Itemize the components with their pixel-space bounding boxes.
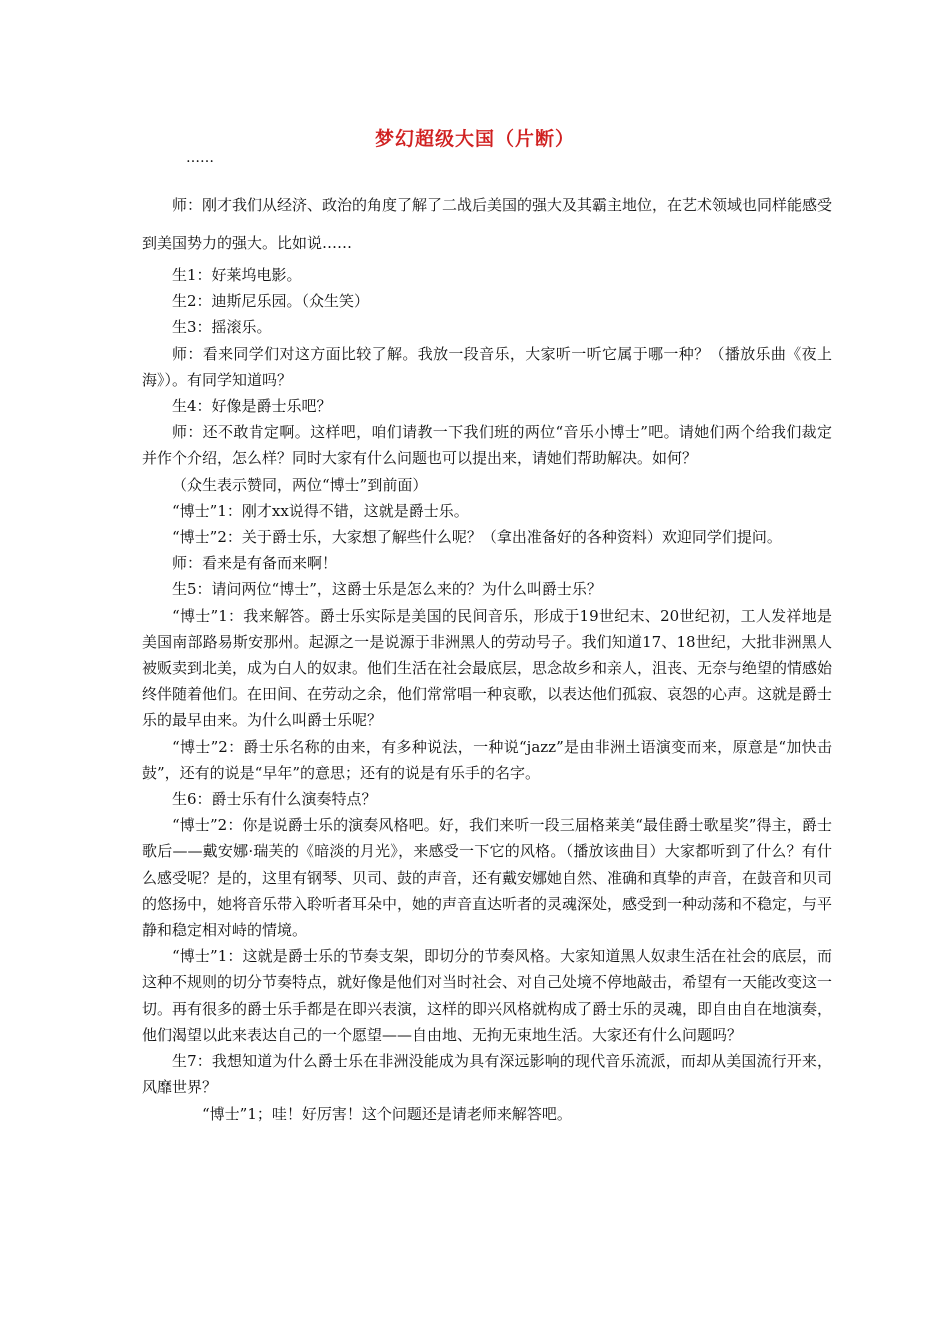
- dialogue-paragraph: 生6：爵士乐有什么演奏特点？: [172, 790, 377, 809]
- dialogue-paragraph: 生5：请问两位“博士”，这爵士乐是怎么来的？为什么叫爵士乐？: [172, 580, 602, 599]
- leading-ellipsis: ……: [186, 150, 214, 166]
- intro-paragraph: 师：刚才我们从经济、政治的角度了解了二战后美国的强大及其霸主地位，在艺术领域也同样能感受到美国势力的强大。比如说……: [142, 196, 833, 252]
- dialogue-paragraph: “博士”1：这就是爵士乐的节奏支架，即切分的节奏风格。大家知道黑人奴隶生活在社会的底层，而这种不规则的切分节奏特点，就好像是他们对当时社会、对自己处境不停地敲击，希望有一天能改变这一切。再有很多的爵士乐手都是在即兴表演，这样的即兴风格就构成了爵士乐的灵魂，即自由自在地演奏，他们渴望以此来表达自己的一个愿望——自由地、无拘无束地生活。大家还有什么问题吗？: [142, 947, 833, 1044]
- dialogue-body: [142, 262, 832, 1127]
- dialogue-paragraph: “博士”2：你是说爵士乐的演奏风格吧。好，我们来听一段三届格莱美“最佳爵士歌星奖”得主，爵士歌后——戴安娜·瑞芙的《暗淡的月光》，来感受一下它的风格。（播放该曲目）大家都听到了什么？有什么感受呢？是的，这里有钢琴、贝司、鼓的声音，还有戴安娜她自然、准确和真挚的声音，在鼓音和贝司的悠扬中，她将音乐带入聆听者耳朵中，她的声音直达听者的灵魂深处，感受到一种动荡和不稳定，与平静和稳定相对峙的情境。: [142, 816, 833, 940]
- dialogue-paragraph: “博士”2：爵士乐名称的由来，有多种说法，一种说“jazz”是由非洲土语演变而来，原意是“加快击鼓”，还有的说是“早年”的意思；还有的说是有乐手的名字。: [142, 737, 832, 782]
- intro-block: [142, 186, 832, 262]
- dialogue-paragraph: 生2：迪斯尼乐园。（众生笑）: [172, 292, 370, 311]
- dialogue-paragraph: 师：看来是有备而来啊！: [172, 554, 338, 573]
- dialogue-paragraph: 生3：摇滚乐。: [172, 318, 272, 337]
- dialogue-paragraph: “博士”1：刚才xx说得不错，这就是爵士乐。: [172, 501, 469, 520]
- dialogue-paragraph: 生7：我想知道为什么爵士乐在非洲没能成为具有深远影响的现代音乐流派，而却从美国流行开来，风靡世界？: [142, 1052, 832, 1097]
- dialogue-paragraph: 师：看来同学们对这方面比较了解。我放一段音乐，大家听一听它属于哪一种？（播放乐曲《夜上海》）。有同学知道吗？: [142, 344, 832, 389]
- dialogue-paragraph: “博士”1；哇！好厉害！这个问题还是请老师来解答吧。: [202, 1104, 572, 1123]
- dialogue-paragraph: 生1：好莱坞电影。: [172, 266, 302, 284]
- dialogue-paragraph: 生4：好像是爵士乐吧？: [172, 397, 332, 416]
- dialogue-paragraph: “博士”1：我来解答。爵士乐实际是美国的民间音乐，形成于19世纪末、20世纪初，工人发祥地是美国南部路易斯安那州。起源之一是说源于非洲黑人的劳动号子。我们知道17、18世纪，大批非洲黑人被贩卖到北美，成为白人的奴隶。他们生活在社会最底层，思念故乡和亲人，沮丧、无奈与绝望的情感始终伴随着他们。在田间、在劳动之余，他们常常唱一种哀歌，以表达他们孤寂、哀怨的心声。这就是爵士乐的最早由来。为什么叫爵士乐呢？: [142, 606, 833, 730]
- dialogue-paragraph: （众生表示赞同，两位“博士”到前面）: [172, 475, 428, 494]
- dialogue-paragraph: “博士”2：关于爵士乐，大家想了解些什么呢？（拿出准备好的各种资料）欢迎同学们提问。: [172, 528, 782, 547]
- dialogue-paragraph: 师：还不敢肯定啊。这样吧，咱们请教一下我们班的两位“音乐小博士”吧。请她们两个给我们裁定并作个介绍，怎么样？同时大家有什么问题也可以提出来，请她们帮助解决。如何？: [142, 423, 832, 468]
- document-title: 梦幻超级大国（片断）: [374, 128, 575, 150]
